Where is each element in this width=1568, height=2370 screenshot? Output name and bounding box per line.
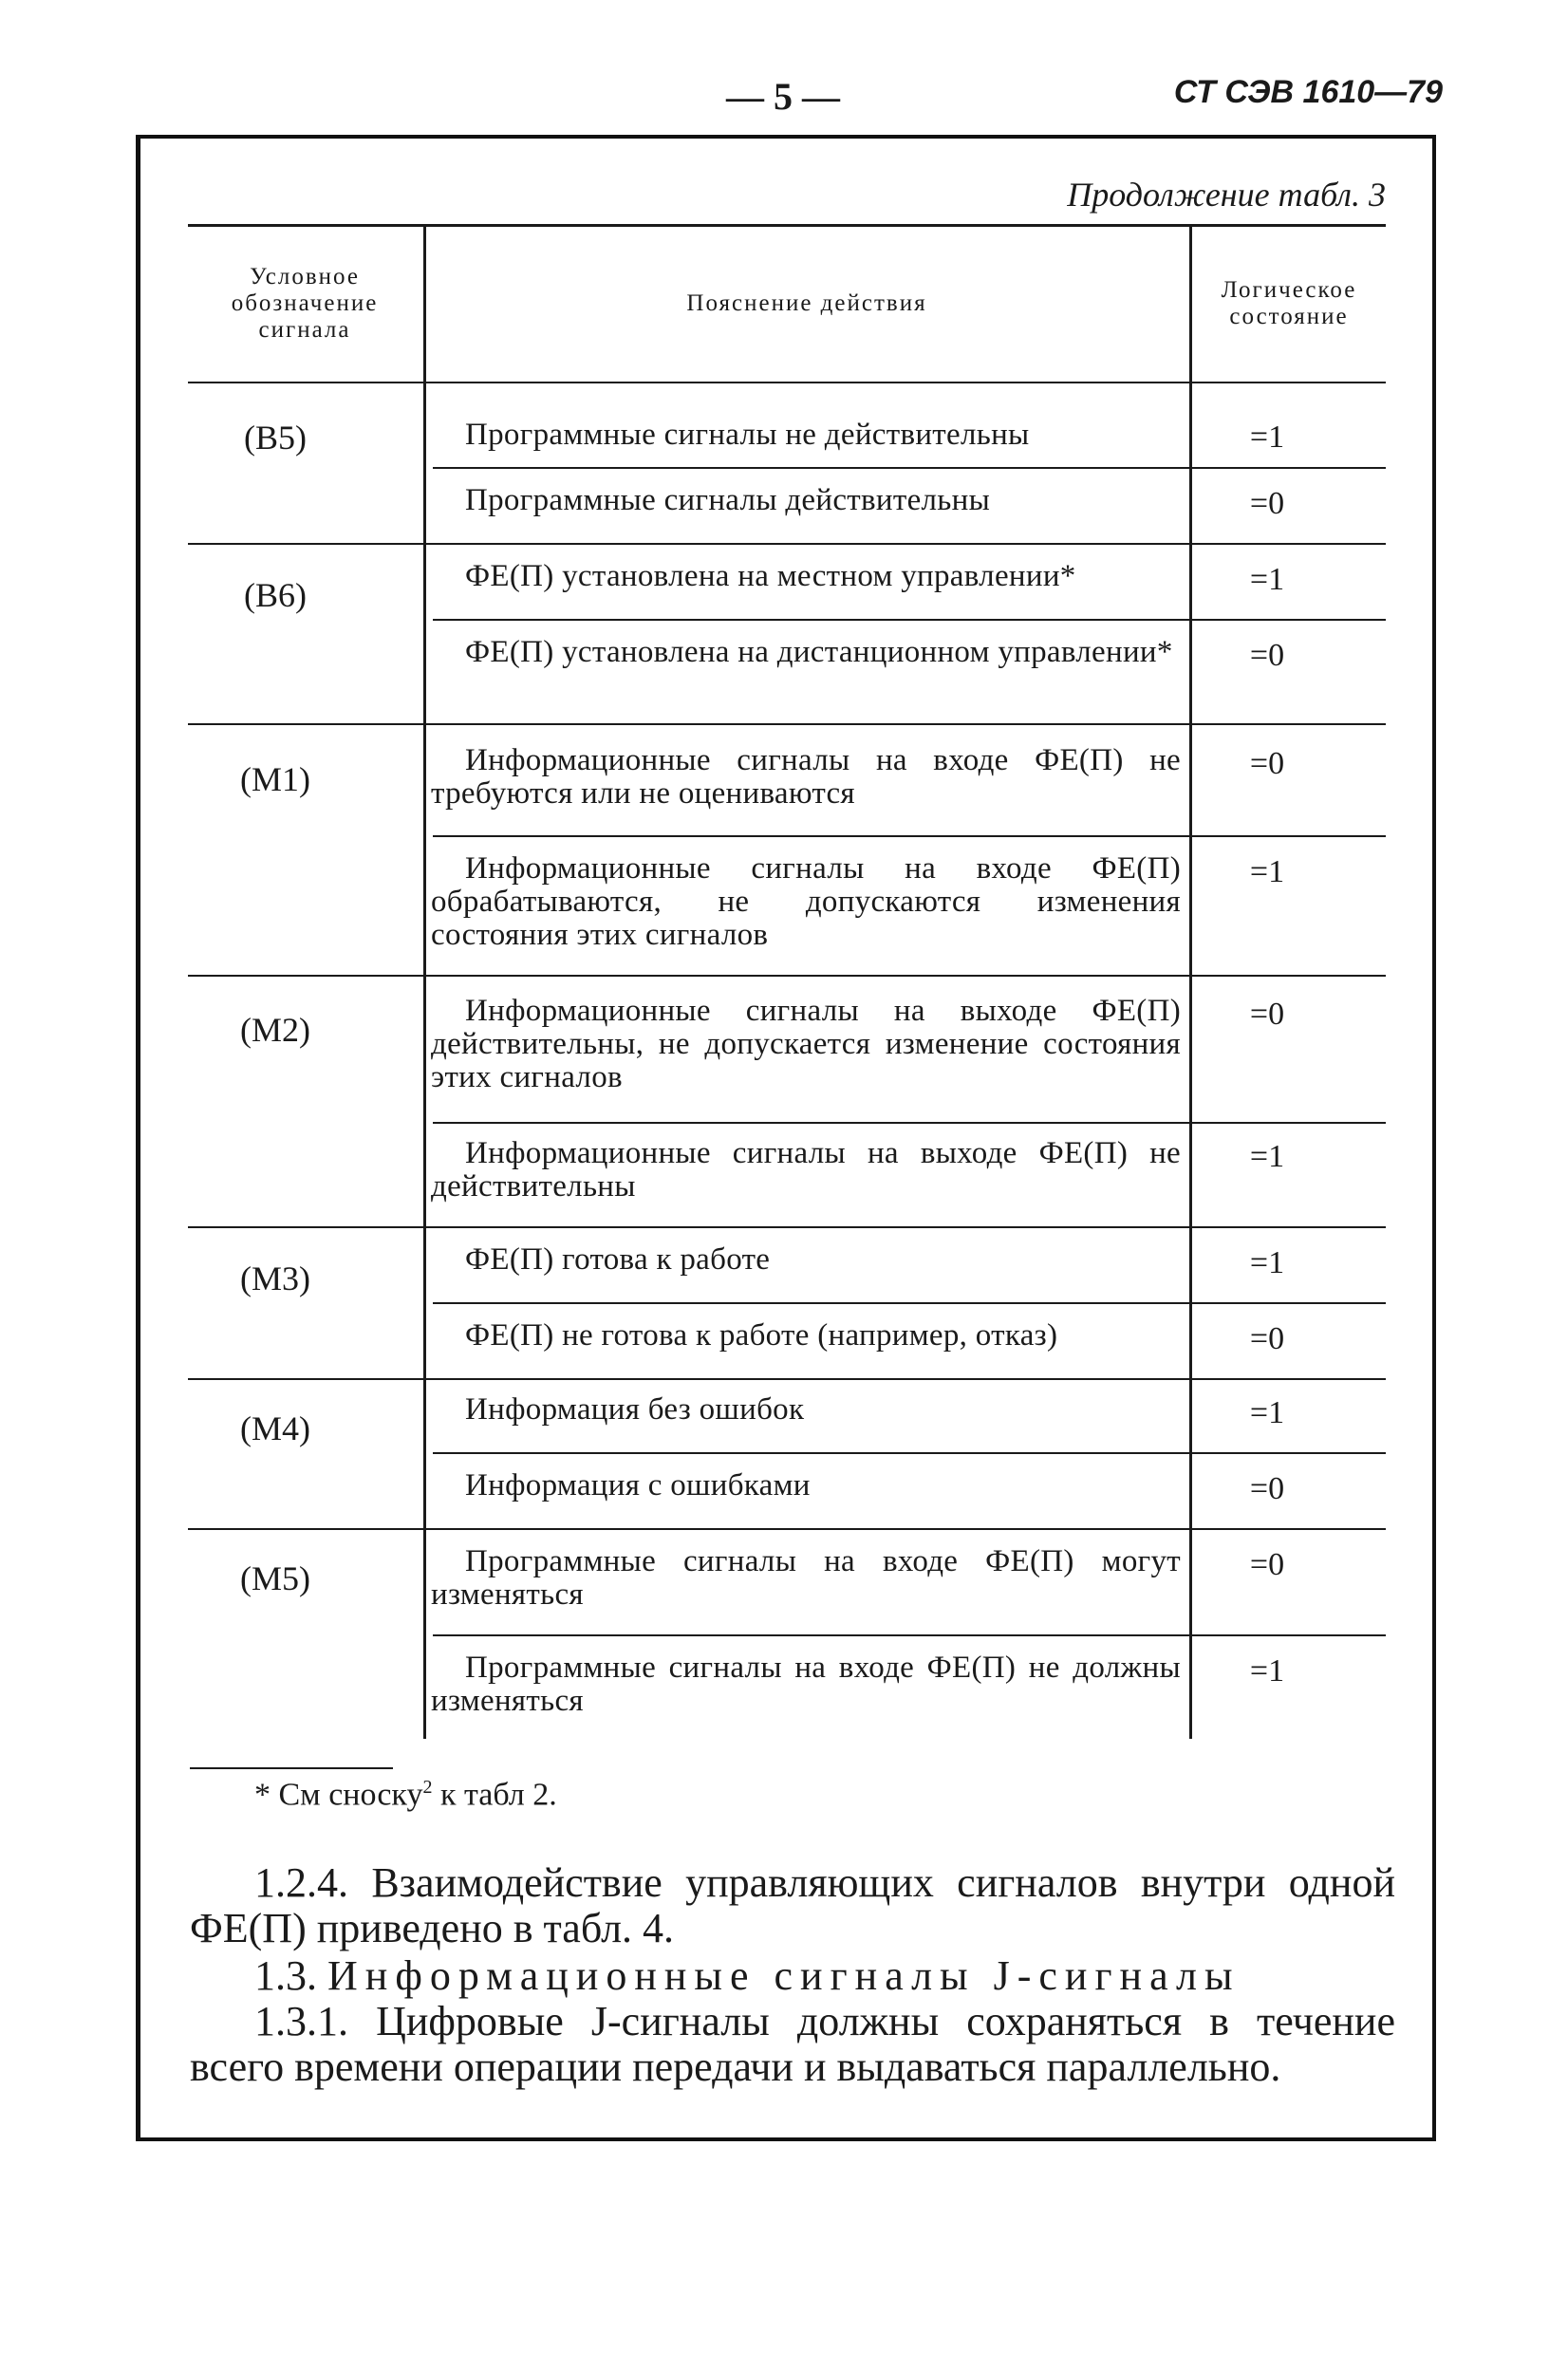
table-top-rule — [188, 224, 1386, 227]
group-rule — [188, 975, 1386, 977]
logic-value: =1 — [1249, 562, 1285, 597]
footnote — [254, 1777, 557, 1813]
row-rule — [433, 619, 1386, 621]
row-description: Информационные сигналы на входе ФЕ(П) обрабатываются, не допускаются изменения состояния этих сигналов — [431, 851, 1181, 952]
header-code-line1: Условное — [250, 264, 360, 289]
row-description: Программные сигналы на входе ФЕ(П) не должны изменяться — [431, 1651, 1181, 1718]
group-rule — [188, 1226, 1386, 1228]
section-title: Информационные сигналы J-сигналы — [327, 1952, 1241, 1999]
row-rule — [433, 1634, 1386, 1636]
row-description: Информация с ошибками — [465, 1468, 811, 1502]
group-rule — [188, 543, 1386, 545]
row-rule — [433, 467, 1386, 469]
logic-value: =0 — [1249, 746, 1285, 781]
group-rule — [188, 1528, 1386, 1530]
signal-code: (М3) — [240, 1260, 310, 1297]
row-description: Программные сигналы действительны — [465, 483, 991, 517]
logic-value: =1 — [1249, 1139, 1285, 1174]
row-rule — [433, 1302, 1386, 1304]
row-description: Информационные сигналы на выходе ФЕ(П) действительны, не допускается изменение состояния этих сигналов — [431, 994, 1181, 1094]
logic-value: =0 — [1249, 997, 1285, 1032]
logic-value: =0 — [1249, 486, 1285, 521]
header-state — [1194, 228, 1384, 380]
group-rule — [188, 723, 1386, 725]
logic-value: =0 — [1249, 1321, 1285, 1356]
row-description: ФЕ(П) установлена на дистанционном управлении* — [465, 635, 1173, 669]
group-rule — [188, 1378, 1386, 1380]
logic-value: =1 — [1249, 854, 1285, 889]
row-description: Информационные сигналы на входе ФЕ(П) не требуются или не оцениваются — [431, 743, 1181, 811]
row-rule — [433, 835, 1386, 837]
signal-code: (М1) — [240, 760, 310, 798]
row-rule — [433, 1122, 1386, 1124]
row-description: Программные сигналы не действительны — [465, 418, 1030, 452]
paragraph-1-3-1: 1.3.1. Цифровые J-сигналы должны сохраняться в течение всего времени операции передачи и выдаваться параллельно. — [190, 1998, 1395, 2090]
header-bottom-rule — [188, 382, 1386, 383]
header-state-line2: состояние — [1229, 304, 1349, 329]
section-number: 1.3. — [254, 1952, 327, 1999]
paragraph-1-2-4: 1.2.4. Взаимодействие управляющих сигналов внутри одной ФЕ(П) приведено в табл. 4. — [190, 1859, 1395, 1951]
logic-value: =1 — [1249, 1653, 1285, 1689]
logic-value: =0 — [1249, 638, 1285, 673]
footnote-sup: 2 — [422, 1777, 433, 1798]
logic-value: =1 — [1249, 420, 1285, 455]
signal-code: (М2) — [240, 1011, 310, 1049]
footnote-text: * См сноску — [254, 1777, 423, 1813]
logic-value: =0 — [1249, 1547, 1285, 1582]
footnote-tail: к табл 2. — [432, 1777, 557, 1813]
row-description: ФЕ(П) установлена на местном управлении* — [465, 559, 1076, 593]
row-description: Информационные сигналы на выходе ФЕ(П) не действительны — [431, 1136, 1181, 1204]
logic-value: =1 — [1249, 1245, 1285, 1280]
header-explanation: Пояснение действия — [686, 290, 927, 316]
row-description: Информация без ошибок — [465, 1392, 805, 1427]
row-description: Программные сигналы на входе ФЕ(П) могут изменяться — [431, 1544, 1181, 1612]
header-state-line1: Логическое — [1221, 277, 1357, 303]
logic-value: =0 — [1249, 1471, 1285, 1506]
row-description: ФЕ(П) готова к работе — [465, 1242, 771, 1277]
footnote-rule — [190, 1767, 393, 1769]
column-divider-left — [423, 226, 426, 1739]
row-rule — [433, 1452, 1386, 1454]
logic-value: =1 — [1249, 1395, 1285, 1430]
signal-code: (В6) — [244, 576, 307, 614]
table-continuation-label: Продолжение табл. 3 — [1067, 176, 1386, 214]
row-description: ФЕ(П) не готова к работе (например, отказ) — [465, 1318, 1058, 1353]
signal-code: (М5) — [240, 1559, 310, 1597]
standard-code: СТ СЭВ 1610—79 — [1173, 74, 1443, 110]
signal-code: (В5) — [244, 419, 307, 457]
page-number: — 5 — — [726, 75, 840, 118]
header-code-line2: обозначение — [231, 290, 379, 316]
column-divider-right — [1189, 226, 1192, 1739]
header-code-line3: сигнала — [258, 317, 351, 343]
header-code — [188, 228, 421, 380]
section-heading-1-3 — [190, 1953, 1395, 1999]
signal-code: (М4) — [240, 1409, 310, 1447]
